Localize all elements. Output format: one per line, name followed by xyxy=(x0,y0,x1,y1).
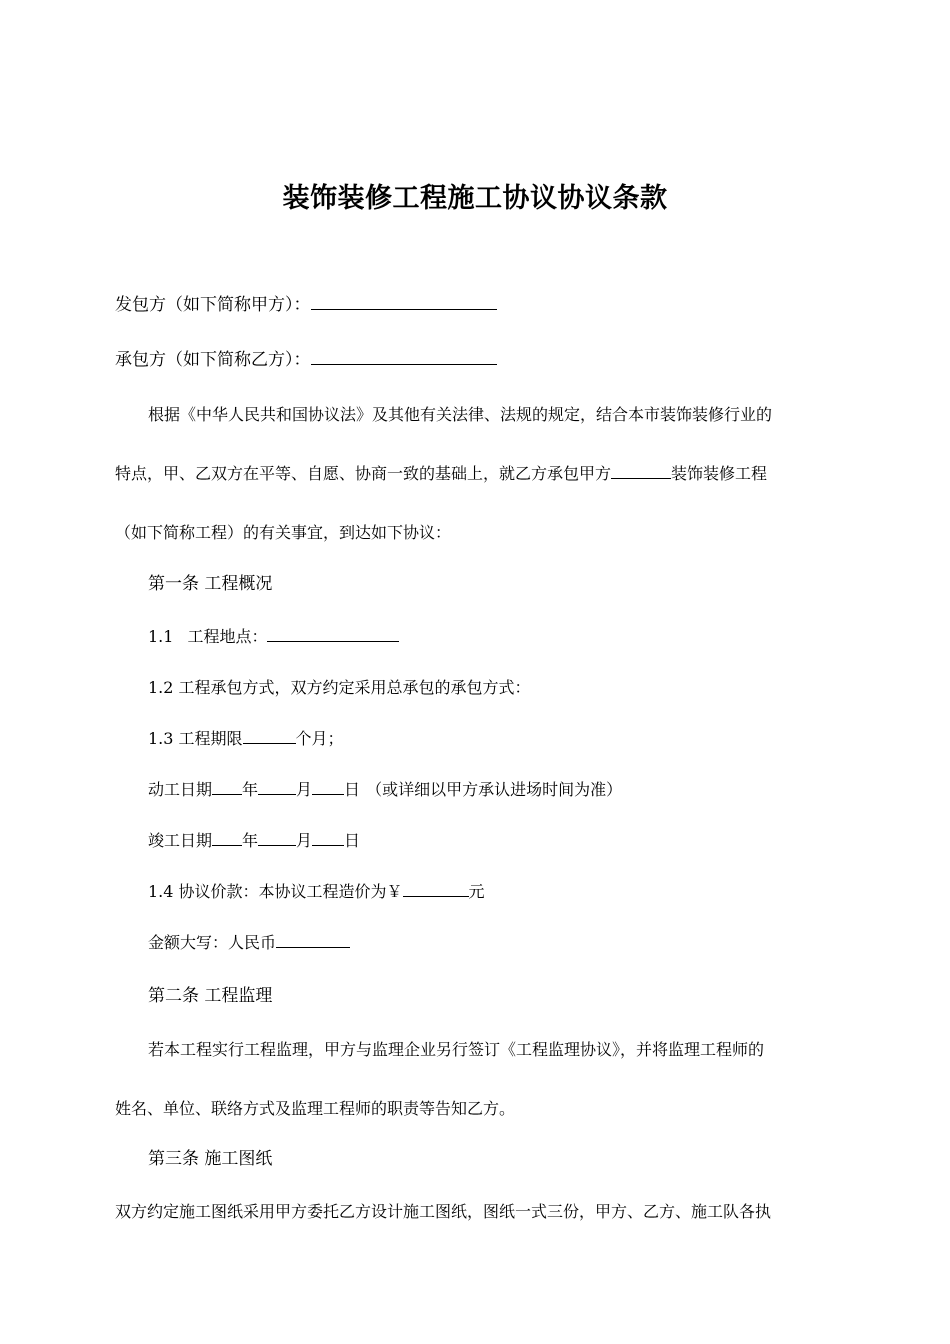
site-address-blank[interactable] xyxy=(267,624,399,642)
article3-heading: 第三条 施工图纸 xyxy=(148,1149,273,1169)
article3-line-1: 双方约定施工图纸采用甲方委托乙方设计施工图纸，图纸一式三份，甲方、乙方、施工队各执 xyxy=(115,1202,772,1221)
start-year-blank[interactable] xyxy=(212,777,242,795)
intro-line-2-after: 装饰装修工程 xyxy=(671,464,768,483)
end-year-blank[interactable] xyxy=(212,828,242,846)
item-1-1-label: 工程地点： xyxy=(187,627,268,646)
item-1-3 xyxy=(148,726,344,749)
party-b-blank[interactable] xyxy=(311,347,497,365)
item-1-4-after: 元 xyxy=(468,882,485,901)
end-month-blank[interactable] xyxy=(258,828,296,846)
item-1-3-before: 1.3 工程期限 xyxy=(148,729,243,748)
intro-line-2-before: 特点，甲、乙双方在平等、自愿、协商一致的基础上，就乙方承包甲方 xyxy=(115,464,612,483)
item-1-1-num: 1.1 xyxy=(148,627,174,646)
document-title: 装饰装修工程施工协议协议条款 xyxy=(282,183,668,214)
project-name-blank[interactable] xyxy=(611,461,671,479)
article2-line-1: 若本工程实行工程监理，甲方与监理企业另行签订《工程监理协议》，并将监理工程师的 xyxy=(148,1040,765,1059)
price-blank[interactable] xyxy=(403,879,469,897)
end-date-label: 竣工日期 xyxy=(148,831,213,850)
amount-words-label: 金额大写：人民币 xyxy=(148,933,277,952)
party-a-line xyxy=(115,290,497,315)
end-year-label: 年 xyxy=(242,831,259,850)
intro-line-1: 根据《中华人民共和国协议法》及其他有关法律、法规的规定，结合本市装饰装修行业的 xyxy=(148,405,773,424)
article1-heading: 第一条 工程概况 xyxy=(148,574,273,594)
end-day-blank[interactable] xyxy=(312,828,344,846)
article2-heading: 第二条 工程监理 xyxy=(148,986,273,1006)
end-month-label: 月 xyxy=(296,831,313,850)
item-1-4 xyxy=(148,879,485,902)
item-1-4-before: 1.4 协议价款：本协议工程造价为￥ xyxy=(148,882,403,901)
start-date-line xyxy=(148,777,622,800)
start-date-label: 动工日期 xyxy=(148,780,213,799)
start-month-blank[interactable] xyxy=(258,777,296,795)
article2-line-2: 姓名、单位、联络方式及监理工程师的职责等告知乙方。 xyxy=(115,1099,516,1118)
party-b-line xyxy=(115,345,497,370)
party-a-label: 发包方（如下简称甲方）： xyxy=(115,295,311,315)
intro-line-2 xyxy=(115,461,767,484)
end-date-line xyxy=(148,828,360,851)
amount-words-line xyxy=(148,930,350,953)
end-day-label: 日 xyxy=(344,831,361,850)
item-1-1 xyxy=(148,624,399,647)
party-a-blank[interactable] xyxy=(311,292,497,310)
item-1-2: 1.2 工程承包方式，双方约定采用总承包的承包方式： xyxy=(148,678,531,697)
start-day-blank[interactable] xyxy=(312,777,344,795)
start-month-label: 月 xyxy=(296,780,313,799)
item-1-3-after: 个月； xyxy=(295,729,344,748)
amount-words-blank[interactable] xyxy=(276,930,350,948)
start-date-note: （或详细以甲方承认进场时间为准） xyxy=(366,780,623,799)
duration-blank[interactable] xyxy=(243,726,296,744)
start-day-label: 日 xyxy=(344,780,361,799)
party-b-label: 承包方（如下简称乙方）： xyxy=(115,350,311,370)
start-year-label: 年 xyxy=(242,780,259,799)
intro-line-3: （如下简称工程）的有关事宜，到达如下协议： xyxy=(115,523,452,542)
